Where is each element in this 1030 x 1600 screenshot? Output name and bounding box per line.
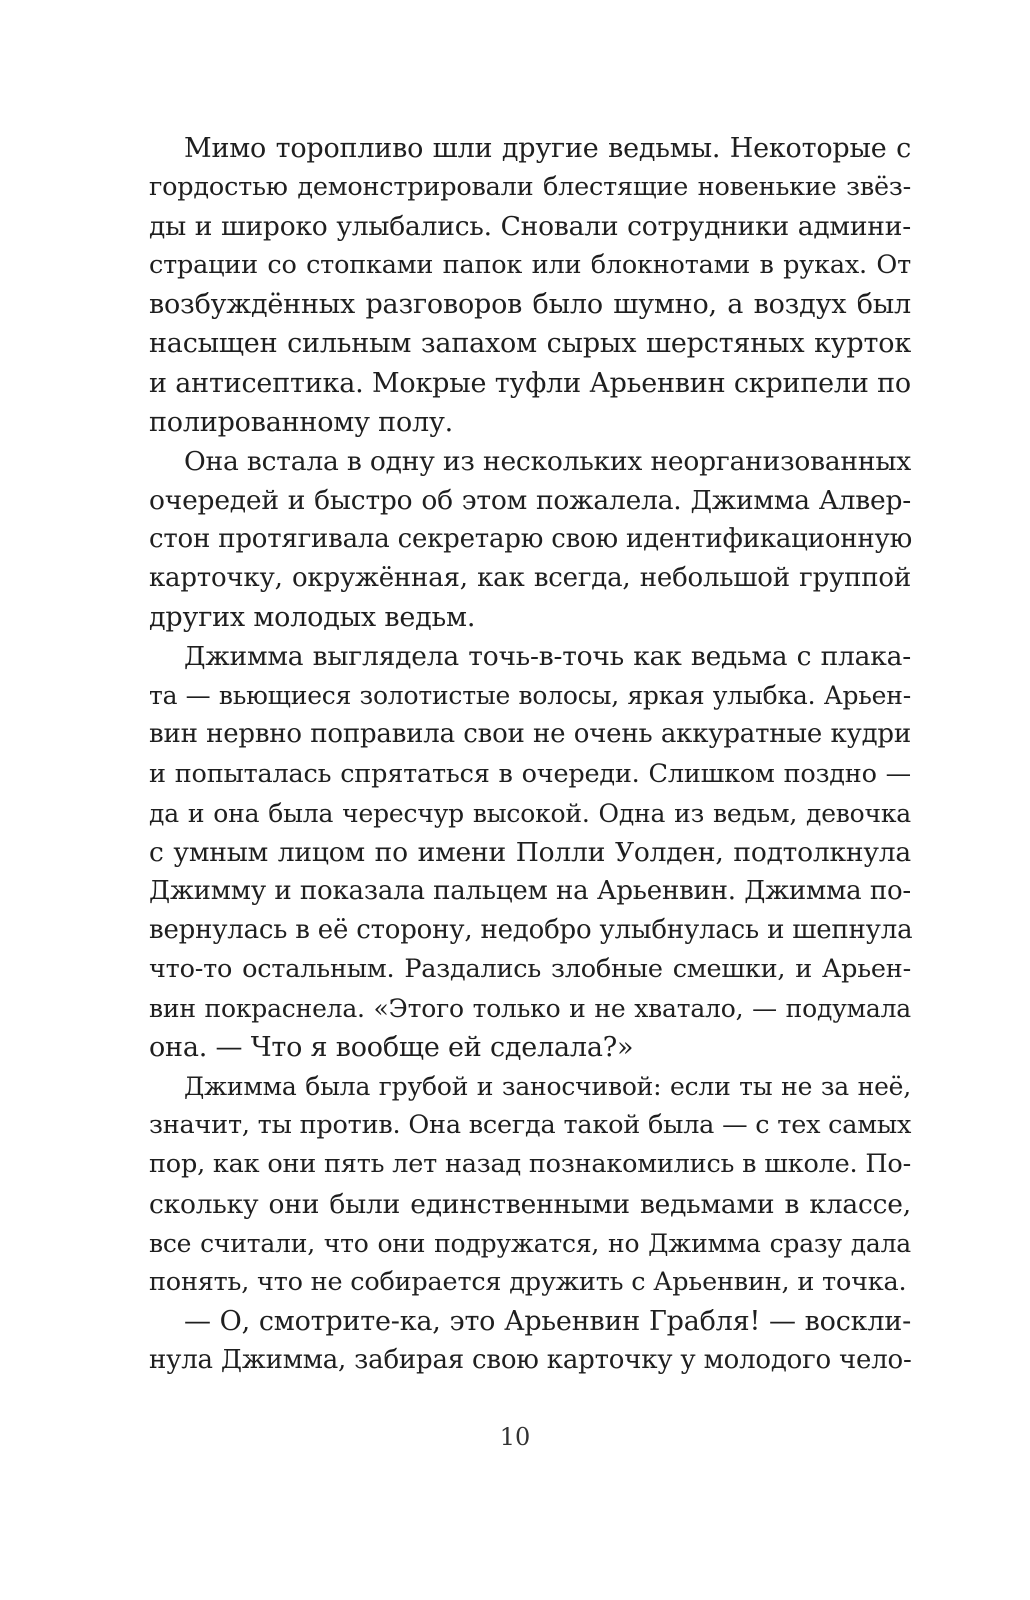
text-line: она. — Что я вообще ей сделала?» <box>149 1032 634 1064</box>
text-line: нула Джимма, забирая свою карточку у молодого чело- <box>149 1344 912 1375</box>
text-line: насыщен сильным запахом сырых шерстяных курток <box>149 328 911 360</box>
body-text <box>149 129 911 1380</box>
text-line: Джимма выглядела точь-в-точь как ведьма с плака- <box>184 641 911 673</box>
text-line: других молодых ведьм. <box>149 602 476 634</box>
text-line: и попыталась спрятаться в очереди. Слишком поздно — <box>149 758 911 789</box>
text-line: вин покраснела. «Этого только и не хватало, — подумала <box>149 994 911 1024</box>
text-line: Джимма была грубой и заносчивой: если ты не за неё, <box>184 1072 911 1102</box>
text-line: и антисептика. Мокрые туфли Арьенвин скрипели по <box>149 367 911 399</box>
text-line: что-то остальным. Раздались злобные смешки, и Арьен- <box>149 953 911 984</box>
text-line: понять, что не собирается дружить с Арьенвин, и точка. <box>149 1266 907 1297</box>
text-line: очередей и быстро об этом пожалела. Джимма Алвер- <box>149 484 911 516</box>
text-line: Она встала в одну из нескольких неорганизованных <box>184 445 911 477</box>
page-number: 10 <box>499 1423 531 1451</box>
text-line: вернулась в её сторону, недобро улыбнулась и шепнула <box>149 914 913 945</box>
text-line: стон протягивала секретарю свою идентификационную <box>149 523 913 554</box>
text-line: страции со стопками папок или блокнотами в руках. От <box>149 250 911 281</box>
text-line: с умным лицом по имени Полли Уолден, подтолкнула <box>149 836 911 868</box>
text-line: возбуждённых разговоров было шумно, а воздух был <box>149 289 911 321</box>
text-line: значит, ты против. Она всегда такой была — с тех самых <box>149 1110 912 1141</box>
text-line: Джимму и показала пальцем на Арьенвин. Джимма по- <box>149 875 911 906</box>
text-line: Мимо торопливо шли другие ведьмы. Некоторые с <box>184 133 911 164</box>
text-line: да и она была чересчур высокой. Одна из ведьм, девочка <box>149 798 911 828</box>
text-line: гордостью демонстрировали блестящие новенькие звёз- <box>149 172 911 203</box>
text-line: пор, как они пять лет назад познакомились в школе. По- <box>149 1149 911 1180</box>
text-line: ды и широко улыбались. Сновали сотрудники админи- <box>149 211 911 243</box>
text-line: все считали, что они подружатся, но Джимма сразу дала <box>149 1228 911 1258</box>
text-line: вин нервно поправила свои не очень аккуратные кудри <box>149 719 911 750</box>
text-line: полированному полу. <box>149 406 454 438</box>
text-line: — О, смотрите-ка, это Арьенвин Грабля! — воскли- <box>184 1305 911 1337</box>
text-line: скольку они были единственными ведьмами в классе, <box>149 1188 911 1220</box>
text-line: карточку, окружённая, как всегда, небольшой группой <box>149 563 911 594</box>
text-line: та — вьющиеся золотистые волосы, яркая улыбка. Арьен- <box>149 681 911 711</box>
